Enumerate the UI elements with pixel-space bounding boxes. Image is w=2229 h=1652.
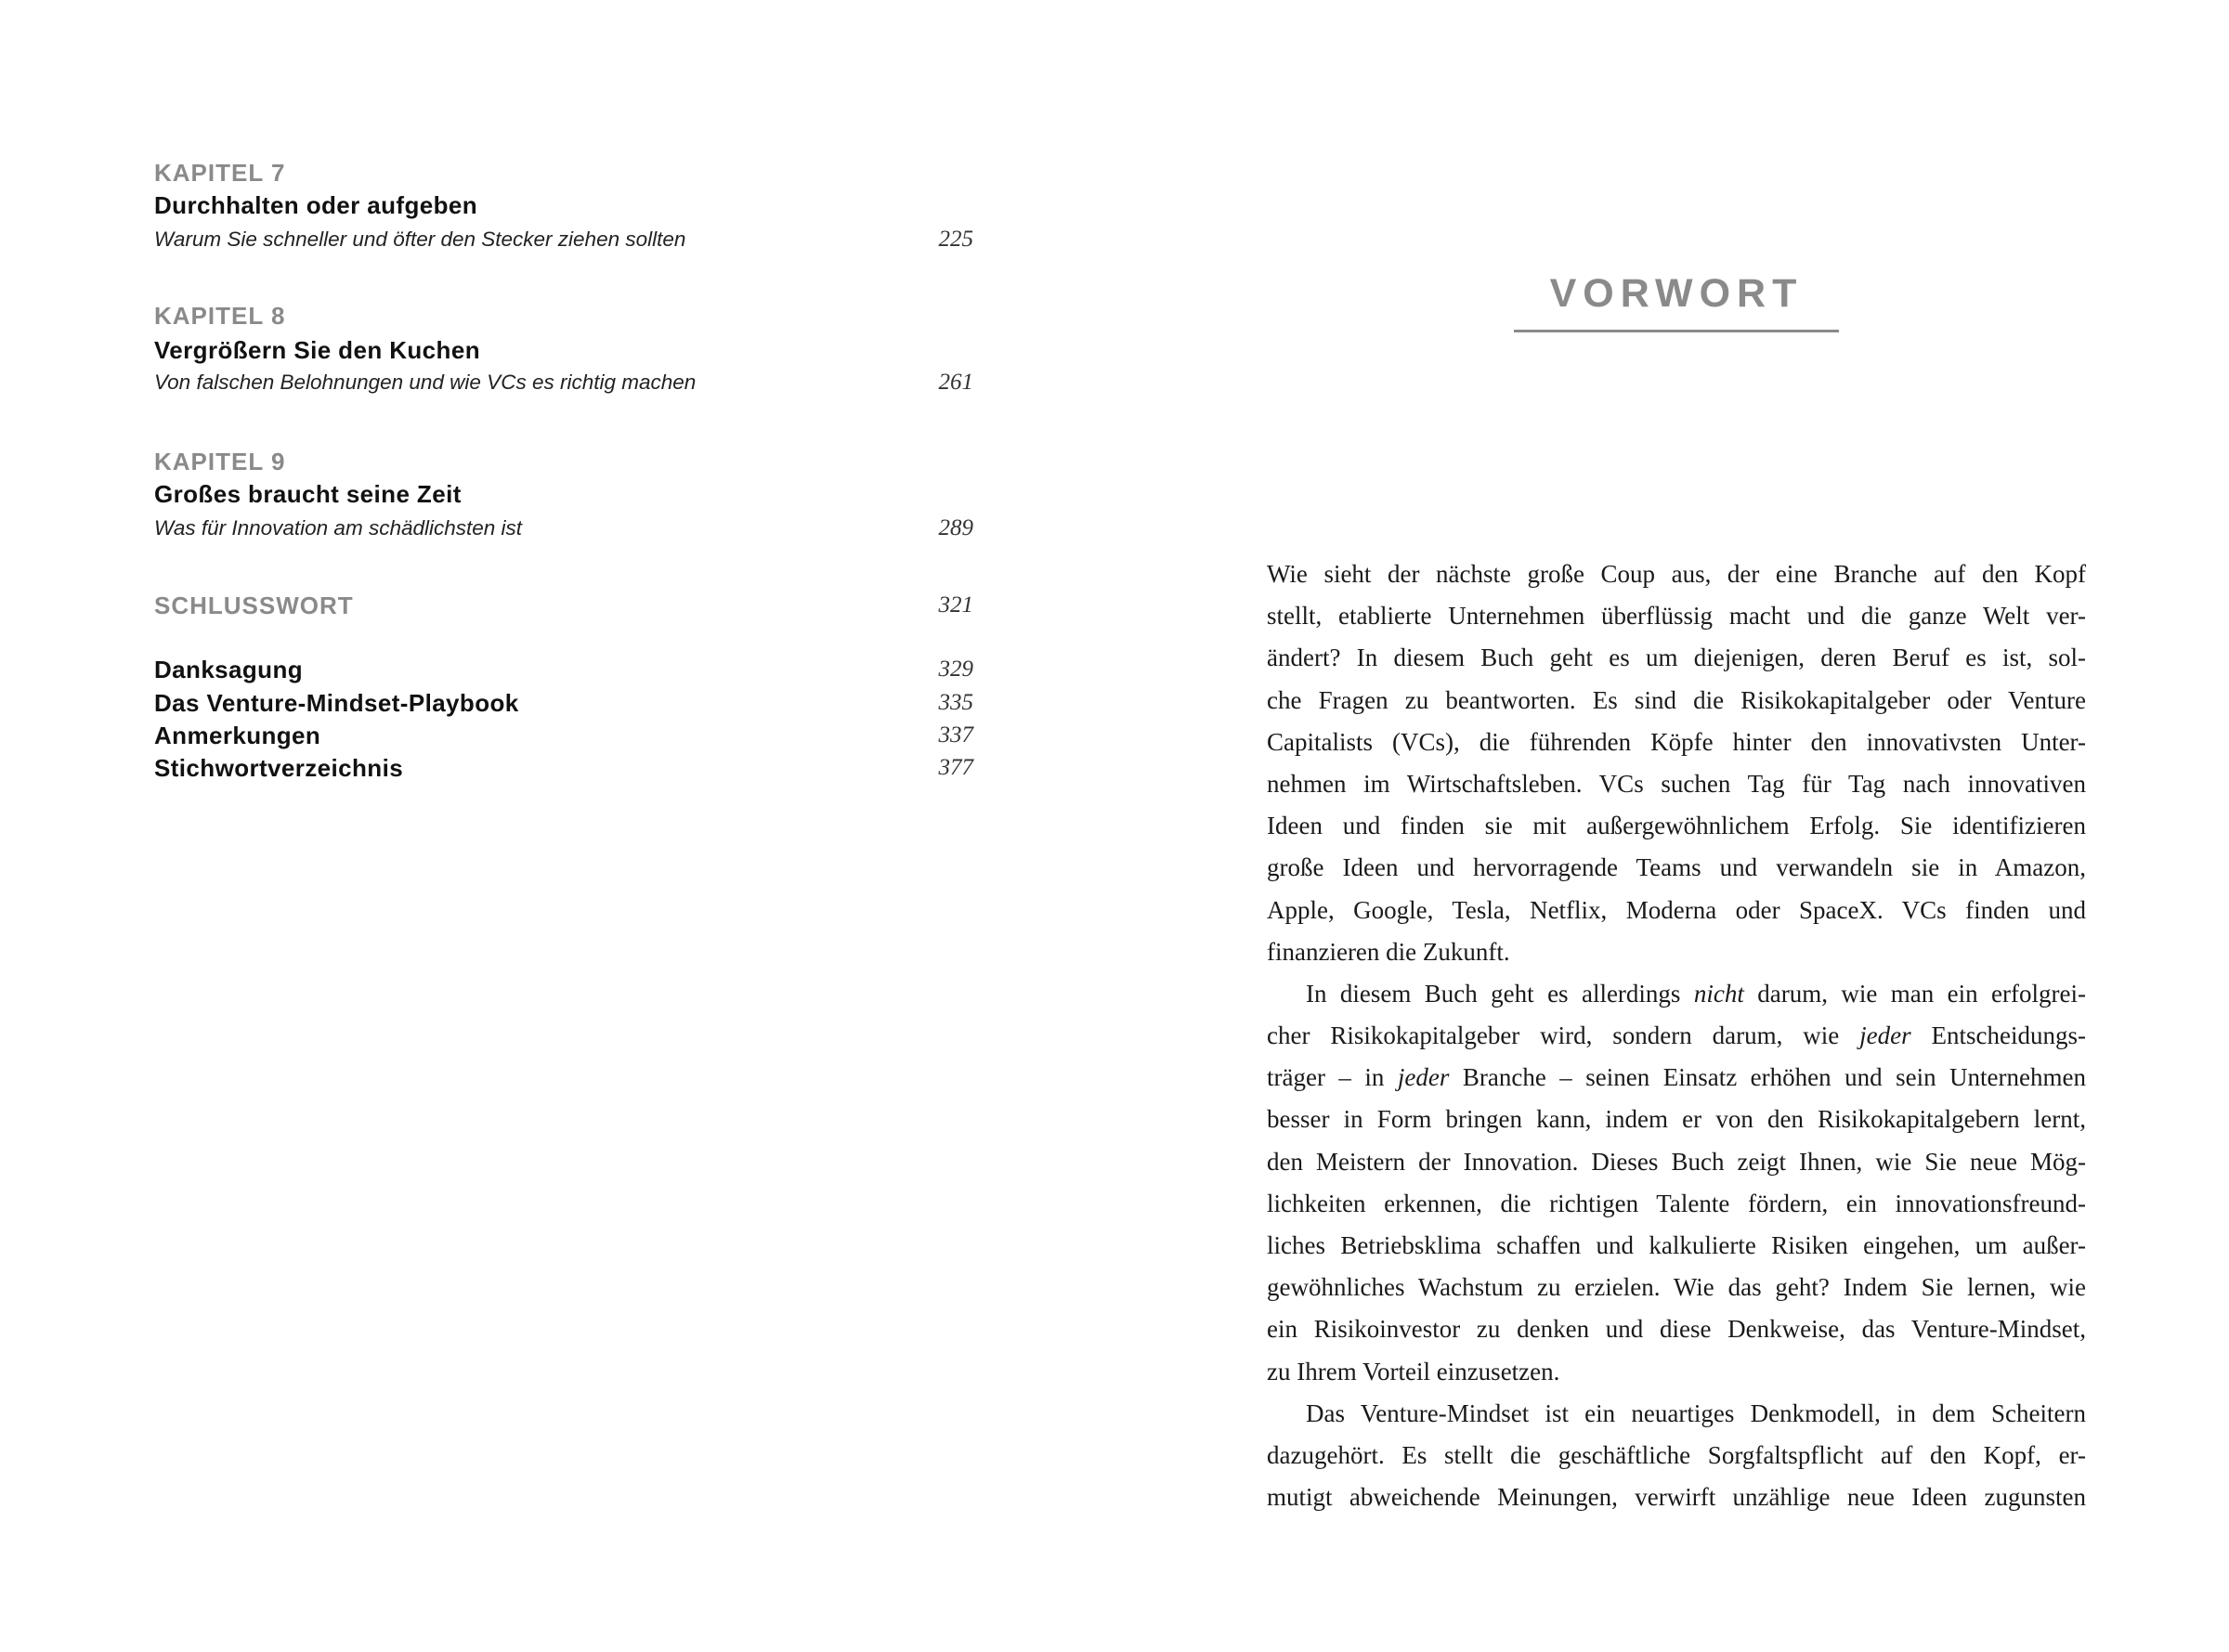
- chapter-9-title-row: [154, 477, 973, 511]
- text-line: [1267, 1435, 2086, 1476]
- text-line: [1267, 1141, 2086, 1183]
- text-segment: besser in Form bringen kann, indem er von den Risikokapitalgebern lernt,: [1267, 1105, 2086, 1134]
- page-number: 289: [938, 515, 973, 540]
- text-line: [1267, 1308, 2086, 1350]
- chapter-7-title-row: [154, 189, 973, 222]
- page-number: 321: [938, 592, 973, 618]
- chapter-label: KAPITEL 7: [154, 159, 286, 187]
- chapter-label: KAPITEL 9: [154, 448, 286, 475]
- text-segment: che Fragen zu beantworten. Es sind die Risikokapitalgeber oder Venture: [1267, 685, 2086, 714]
- appendix-title: Stichwortverzeichnis: [154, 754, 404, 782]
- chapter-7-label-row: [154, 156, 973, 189]
- text-line: [1267, 931, 2086, 973]
- text-line: [1267, 847, 2086, 889]
- chapter-subtitle: Warum Sie schneller und öfter den Stecker ziehen sollten: [154, 228, 686, 251]
- text-segment: dazugehört. Es stellt die geschäftliche Sorgfaltspflicht auf den Kopf, er-: [1267, 1440, 2086, 1469]
- text-line: [1267, 763, 2086, 805]
- text-segment: Entscheidungs-: [1910, 1021, 2086, 1050]
- chapter-8-subtitle-row: [154, 366, 973, 399]
- text-segment: träger – in: [1267, 1063, 1398, 1092]
- text-line: [1267, 1099, 2086, 1140]
- text-line: [1267, 1393, 2086, 1435]
- heading-underline: [1514, 330, 1839, 332]
- text-line: [1267, 1476, 2086, 1518]
- appendix-title: Anmerkungen: [154, 722, 321, 749]
- text-line: [1267, 805, 2086, 847]
- appendix-row-stichwortverzeichnis: [154, 751, 973, 785]
- text-line: [1267, 1267, 2086, 1308]
- text-segment: stellt, etablierte Unternehmen überflüssig macht und die ganze Welt ver-: [1267, 602, 2086, 631]
- emphasis-text: jeder: [1859, 1021, 1911, 1050]
- text-segment: mutigt abweichende Meinungen, verwirft unzählige neue Ideen zugunsten: [1267, 1483, 2086, 1512]
- text-segment: ändert? In diesem Buch geht es um diejenigen, deren Beruf es ist, sol-: [1267, 644, 2086, 672]
- text-line: [1267, 722, 2086, 763]
- chapter-title: Vergrößern Sie den Kuchen: [154, 336, 480, 364]
- text-segment: liches Betriebsklima schaffen und kalkulierte Risiken eingehen, um außer-: [1267, 1231, 2086, 1259]
- appendix-row-playbook: [154, 686, 973, 720]
- text-segment: nehmen im Wirtschaftsleben. VCs suchen Tag für Tag nach innovativen: [1267, 769, 2086, 798]
- text-segment: cher Risikokapitalgeber wird, sondern darum, wie: [1267, 1021, 1860, 1050]
- emphasis-text: jeder: [1397, 1063, 1450, 1092]
- text-line: [1267, 1225, 2086, 1267]
- appendix-row-anmerkungen: [154, 719, 973, 752]
- page-number: 261: [938, 370, 973, 395]
- text-segment: finanzieren die Zukunft.: [1267, 937, 1510, 966]
- chapter-title: Großes braucht seine Zeit: [154, 480, 462, 508]
- chapter-title: Durchhalten oder aufgeben: [154, 191, 478, 219]
- page-number: 337: [938, 722, 973, 748]
- chapter-7-subtitle-row: [154, 223, 973, 256]
- page-number: 377: [938, 755, 973, 780]
- text-segment: lichkeiten erkennen, die richtigen Talente fördern, ein innovationsfreund-: [1267, 1189, 2086, 1217]
- foreword-body: [1267, 553, 2086, 1518]
- appendix-row-danksagung: [154, 653, 973, 686]
- schlusswort-label: SCHLUSSWORT: [154, 592, 354, 619]
- chapter-9-label-row: [154, 445, 973, 478]
- text-segment: Das Venture-Mindset ist ein neuartiges Denkmodell, in dem Scheitern: [1306, 1398, 2086, 1427]
- text-segment: Apple, Google, Tesla, Netflix, Moderna oder SpaceX. VCs finden und: [1267, 895, 2086, 924]
- chapter-label: KAPITEL 8: [154, 302, 286, 330]
- page-number: 329: [938, 657, 973, 682]
- text-line: [1267, 553, 2086, 595]
- text-line: [1267, 1183, 2086, 1225]
- text-segment: den Meistern der Innovation. Dieses Buch zeigt Ihnen, wie Sie neue Mög-: [1267, 1147, 2086, 1176]
- text-segment: Capitalists (VCs), die führenden Köpfe hinter den innovativsten Unter-: [1267, 727, 2086, 756]
- emphasis-text: nicht: [1693, 979, 1744, 1008]
- foreword-heading: VORWORT: [1549, 271, 1804, 316]
- text-line: [1267, 1351, 2086, 1393]
- schlusswort-row: [154, 589, 973, 622]
- appendix-title: Danksagung: [154, 656, 304, 683]
- appendix-title: Das Venture-Mindset-Playbook: [154, 689, 519, 717]
- chapter-subtitle: Von falschen Belohnungen und wie VCs es richtig machen: [154, 371, 697, 394]
- text-segment: ein Risikoinvestor zu denken und diese Denkweise, das Venture-Mindset,: [1267, 1315, 2086, 1344]
- chapter-subtitle: Was für Innovation am schädlichsten ist: [154, 516, 523, 540]
- text-line: [1267, 1057, 2086, 1099]
- text-line: [1267, 973, 2086, 1015]
- text-segment: darum, wie man ein erfolgrei-: [1743, 979, 2086, 1008]
- chapter-8-label-row: [154, 299, 973, 332]
- chapter-9-subtitle-row: [154, 512, 973, 545]
- text-segment: Branche – seinen Einsatz erhöhen und sein Unternehmen: [1449, 1063, 2086, 1092]
- text-line: [1267, 890, 2086, 931]
- text-line: [1267, 680, 2086, 722]
- chapter-8-title-row: [154, 333, 973, 367]
- page-number: 335: [938, 690, 973, 715]
- text-line: [1267, 595, 2086, 637]
- text-segment: Wie sieht der nächste große Coup aus, der eine Branche auf den Kopf: [1267, 560, 2086, 588]
- text-segment: große Ideen und hervorragende Teams und verwandeln sie in Amazon,: [1267, 853, 2086, 882]
- text-segment: Ideen und finden sie mit außergewöhnlichem Erfolg. Sie identifizieren: [1267, 812, 2086, 840]
- text-line: [1267, 1015, 2086, 1057]
- text-segment: In diesem Buch geht es allerdings: [1306, 979, 1694, 1008]
- text-segment: zu Ihrem Vorteil einzusetzen.: [1267, 1357, 1560, 1385]
- text-line: [1267, 637, 2086, 679]
- page-number: 225: [938, 227, 973, 252]
- text-segment: gewöhnliches Wachstum zu erzielen. Wie das geht? Indem Sie lernen, wie: [1267, 1273, 2086, 1302]
